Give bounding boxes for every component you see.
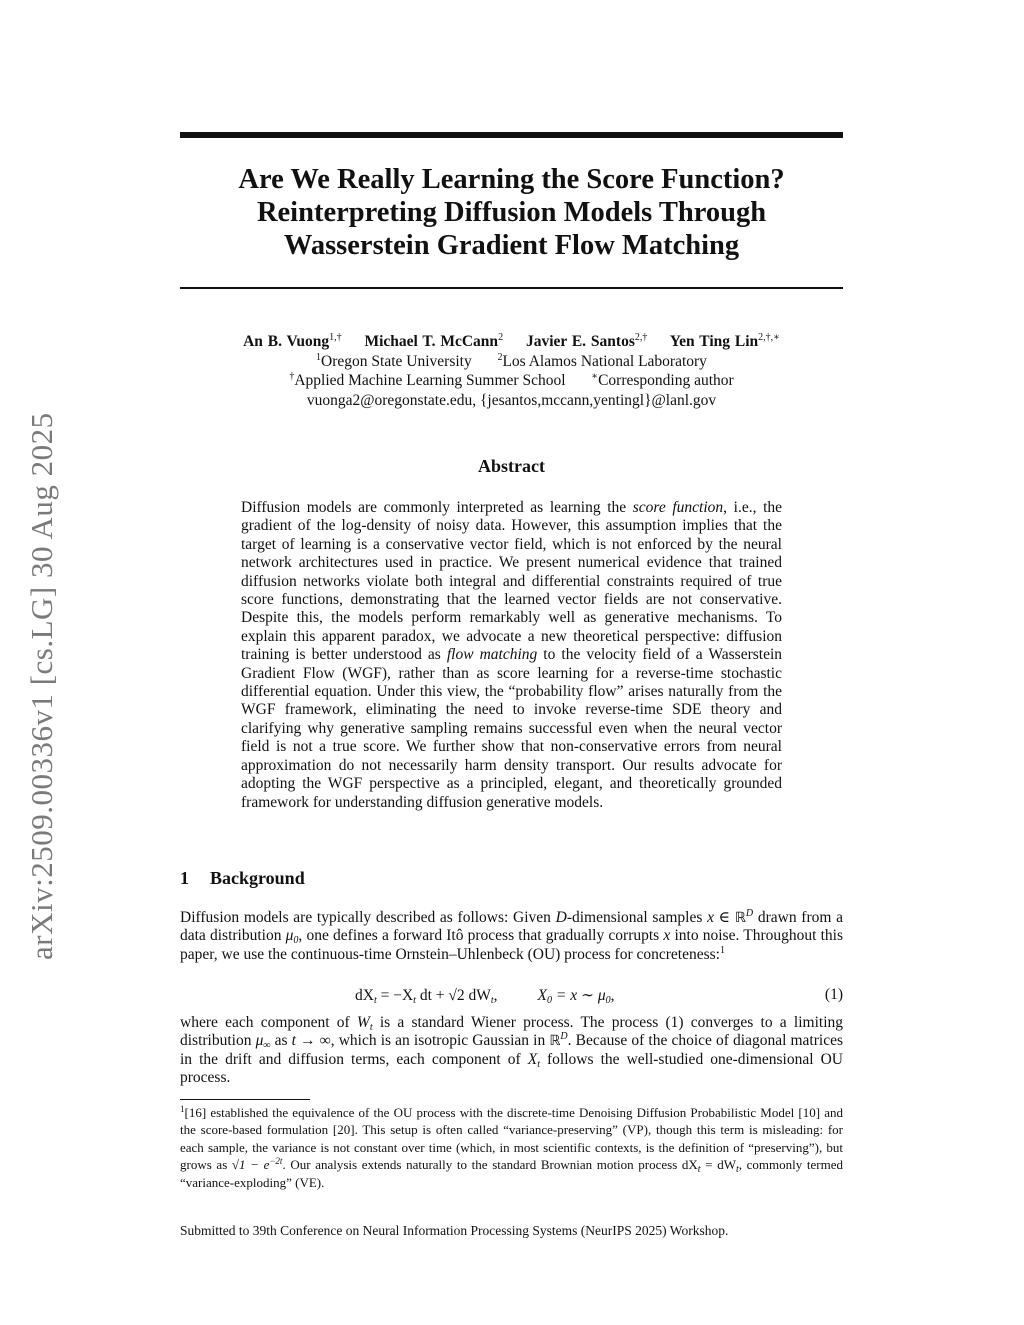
paragraph-text: into noise. Throughout this paper, we use the continuous-time Ornstein–Uhlenbeck (OU) process for concreteness: — [180, 927, 843, 963]
paragraph-text: , which is an isotropic Gaussian in — [330, 1032, 550, 1050]
equation-subscript: t — [373, 995, 377, 1006]
paragraph-text: is a standard Wiener process. The process (1) converges to a limiting distribution — [180, 1014, 843, 1050]
equation-part: = x ∼ μ — [552, 987, 606, 1004]
math-subscript: ∞ — [263, 1040, 271, 1052]
paragraph-text: as — [270, 1032, 292, 1050]
venue-note: Submitted to 39th Conference on Neural Information Processing Systems (NeurIPS 2025) Workshop. — [180, 1223, 729, 1238]
equation-part: , — [610, 987, 615, 1004]
affiliation-mark: † — [289, 371, 295, 382]
math-symbol: √1 − e — [231, 1157, 270, 1173]
abstract-text — [241, 499, 782, 812]
affiliation-mark: ∗ — [591, 371, 599, 382]
math-subscript: t — [735, 1164, 739, 1176]
math-superscript: D — [745, 908, 754, 919]
equation-1 — [180, 986, 843, 1008]
math-symbol: D — [555, 909, 567, 926]
abstract-text-part: , i.e., the gradient of the log-density of noisy data. However, this assumption implies that the target of learning is a conservative vector field, which is not enforced by the neural network architectures used in practice. We present numerical evidence that trained diffusion networks violate both integral and differential constraints required of true score functions, demonstrating that the learned vector fields are not conservative. Despite this, the models perform remarkably well as generative mechanisms. To explain this apparent paradox, we advocate a new theoretical perspective: diffusion training is better understood as — [241, 499, 783, 664]
math-symbol: x ∈ — [707, 909, 735, 926]
author-affiliation-marks: 2 — [498, 332, 504, 343]
equation-part: , — [493, 987, 498, 1004]
title-line-1: Are We Really Learning the Score Function? — [238, 164, 785, 195]
footnote-text: , commonly termed “variance-exploding” (VE). — [180, 1157, 843, 1190]
title-line-3: Wasserstein Gradient Flow Matching — [283, 230, 740, 261]
equation-subscript: 0 — [547, 995, 553, 1006]
affiliation-mark: 1 — [316, 351, 322, 363]
math-symbol: W — [356, 1014, 370, 1031]
author-affiliation-marks: 2,† — [634, 332, 648, 343]
author-block — [180, 332, 843, 410]
equation-part: X — [537, 987, 548, 1004]
section-heading-background — [180, 868, 305, 889]
math-symbol: = dW — [700, 1157, 736, 1173]
math-symbol: x — [663, 927, 671, 945]
affiliation-line-2 — [180, 371, 843, 391]
math-symbol: ℝ — [549, 1033, 561, 1050]
paragraph-text: Diffusion models are typically described as follows: Given — [180, 909, 556, 926]
footnote-text: [16] established the equivalence of the OU process with the discrete-time Denoising Diffusion Probabilistic Model [10] and the score-based formulation [20]. This setup is often called “variance-preserving” (VP), though this term is misleading: for each sample, the variance is not constant over time (which, in most scientific contexts, is the definition of “preserving”), but grows as — [180, 1105, 843, 1173]
math-symbol: μ — [285, 927, 294, 945]
arxiv-identifier-stamp: arXiv:2509.00336v1 [cs.LG] 30 Aug 2025 — [24, 412, 59, 960]
author-name: Michael T. McCann — [364, 333, 499, 350]
math-symbol: X — [527, 1050, 538, 1068]
paragraph-intro — [180, 909, 843, 964]
author-names — [180, 332, 843, 352]
equation-part: = −X — [376, 987, 414, 1004]
footnote-text: . Our analysis extends naturally to the standard Brownian motion process — [282, 1157, 682, 1173]
affiliation-summer-school: Applied Machine Learning Summer School — [294, 372, 566, 389]
abstract-heading: Abstract — [478, 456, 545, 476]
math-symbol: μ — [255, 1032, 264, 1050]
title-top-rule — [180, 132, 843, 138]
equation-expression — [355, 986, 615, 1005]
math-superscript: −2t — [269, 1156, 283, 1167]
affiliation-line-1 — [180, 352, 843, 372]
section-title: Background — [210, 868, 305, 888]
math-symbol: ℝ — [734, 910, 746, 926]
paragraph-text: where each component of — [180, 1014, 357, 1031]
paragraph-text: drawn from a data distribution — [180, 909, 843, 945]
author-name: Javier E. Santos — [525, 333, 635, 350]
math-symbol: t → ∞ — [291, 1032, 331, 1050]
footnote-reference[interactable]: 1 — [719, 944, 725, 956]
affiliation-oregon: Oregon State University — [321, 352, 472, 370]
author-emails: vuonga2@oregonstate.edu, {jesantos,mccann,yentingl}@lanl.gov — [306, 391, 717, 409]
paragraph-text: , one defines a forward Itô process that gradually corrupts — [298, 927, 664, 945]
math-subscript: t — [369, 1022, 373, 1033]
paragraph-text: follows the well-studied one-dimensional OU process. — [180, 1050, 843, 1087]
paper-title — [180, 163, 843, 262]
equation-subscript: t — [413, 995, 416, 1006]
equation-subscript: t — [490, 995, 494, 1006]
title-bottom-rule — [180, 287, 843, 289]
equation-part: dX — [355, 987, 374, 1004]
footnote-1 — [180, 1104, 843, 1191]
equation-part: dt + √2 dW — [415, 987, 491, 1004]
equation-subscript: 0 — [605, 995, 611, 1006]
corresponding-author-note: Corresponding author — [598, 372, 734, 389]
author-affiliation-marks: 2,†,∗ — [758, 332, 780, 343]
title-line-2: Reinterpreting Diffusion Models Through — [256, 197, 767, 228]
abstract-text-part: to the velocity field of a Wasserstein Gradient Flow (WGF), rather than as score learning for a reverse-time stochastic differential equation. Under this view, the “probability flow” arises naturally from the WGF framework, eliminating the need to invoke reverse-time SDE theory and clarifying why generative sampling remains successful even when the neural vector field is not a true score. We further show that non-conservative errors from neural approximation do not necessarily harm density transport. Our results advocate for adopting the WGF perspective as a principled, elegant, and theoretically grounded framework for understanding diffusion generative models. — [241, 646, 783, 811]
affiliation-mark: 2 — [497, 351, 503, 363]
section-number: 1 — [180, 868, 189, 888]
math-subscript: t — [537, 1058, 540, 1070]
affiliation-los-alamos: Los Alamos National Laboratory — [502, 352, 707, 370]
paragraph-text: -dimensional samples — [566, 909, 708, 926]
math-superscript: D — [560, 1031, 568, 1043]
equation-number: (1) — [824, 986, 843, 1003]
math-subscript: 0 — [293, 935, 299, 947]
math-symbol: dX — [681, 1157, 698, 1173]
footnote-mark: 1 — [180, 1104, 185, 1114]
author-name: Yen Ting Lin — [669, 333, 759, 350]
abstract-emphasis: score function — [632, 499, 724, 516]
paragraph-text: . Because of the choice of diagonal matrices in the drift and diffusion terms, each component of — [180, 1032, 843, 1068]
abstract-emphasis: flow matching — [446, 646, 538, 664]
paragraph-ou-process — [180, 1014, 843, 1088]
footnote-rule — [180, 1099, 310, 1100]
author-affiliation-marks: 1,† — [329, 332, 342, 343]
author-name: An B. Vuong — [243, 333, 330, 350]
abstract-text-part: Diffusion models are commonly interpreted as learning the — [241, 499, 633, 516]
math-subscript: t — [697, 1164, 701, 1176]
